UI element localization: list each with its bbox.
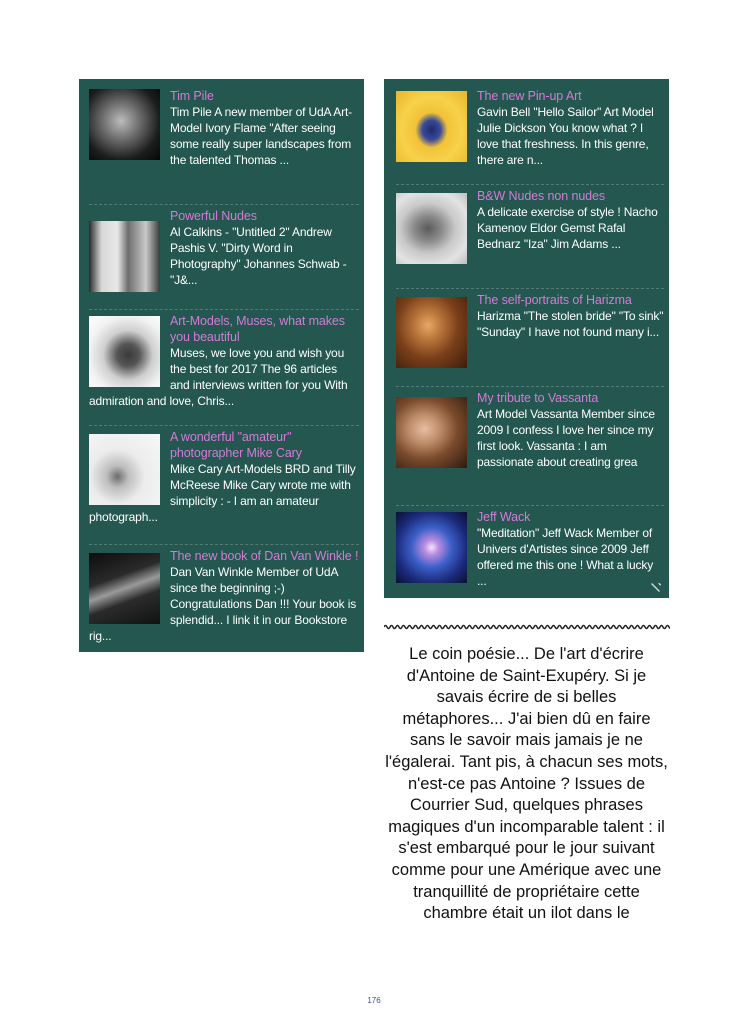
article-entry[interactable] [89,545,359,661]
article-thumbnail[interactable] [89,221,160,292]
article-excerpt: Art Model Vassanta Member since 2009 I confess I love her since my first look. Vassanta : I am passionate about creating grea [477,407,655,469]
article-entry[interactable] [89,426,359,545]
article-entry[interactable] [396,85,664,185]
poetry-corner-text: Le coin poésie... De l'art d'écrire d'Antoine de Saint-Exupéry. Si je savais écrire de si belles métaphores... J'ai bien dû en faire sans le savoir mais jamais je ne l'égalerai. Tant pis, à chacun ses mots, n'est-ce pas Antoine ? Issues de Courrier Sud, quelques phrases magiques d'un incomparable talent : il s'est embarqué pour le jour suivant comme pour une Amérique avec une tranquillité de propriétaire cette chambre était un ilot dans le [385,645,668,923]
article-excerpt: A delicate exercise of style ! Nacho Kamenov Eldor Gemst Rafal Bednarz "Iza" Jim Adams ... [477,205,658,251]
wrench-icon[interactable] [649,581,663,595]
article-excerpt: Al Calkins - "Untitled 2" Andrew Pashis V. "Dirty Word in Photography" Johannes Schwab - "J&... [170,225,347,287]
article-thumbnail[interactable] [396,397,467,468]
article-thumbnail[interactable] [89,89,160,160]
article-excerpt: Gavin Bell "Hello Sailor" Art Model Julie Dickson You know what ? I love that freshness. In this genre, there are n... [477,105,654,167]
article-entry[interactable] [396,387,664,506]
article-thumbnail[interactable] [89,434,160,505]
article-title-link[interactable]: My tribute to Vassanta [477,391,599,405]
article-excerpt: Tim Pile A new member of UdA Art-Model Ivory Flame "After seeing some really super landscapes from the talented Thomas ... [170,105,353,167]
article-entry[interactable] [89,205,359,310]
article-entry[interactable] [89,85,359,205]
article-title-link[interactable]: Art-Models, Muses, what makes you beautiful [170,314,345,344]
right-article-panel [384,79,669,598]
article-title-link[interactable]: A wonderful "amateur" photographer Mike Cary [170,430,302,460]
article-entry[interactable] [396,289,664,387]
article-excerpt: Harizma "The stolen bride" "To sink" "Sunday" I have not found many i... [477,309,664,339]
article-entry[interactable] [396,185,664,289]
article-thumbnail[interactable] [89,553,160,624]
article-title-link[interactable]: Jeff Wack [477,510,531,524]
article-thumbnail[interactable] [396,512,467,583]
article-title-link[interactable]: The new book of Dan Van Winkle ! [170,549,359,563]
article-thumbnail[interactable] [396,91,467,162]
article-title-link[interactable]: The self-portraits of Harizma [477,293,632,307]
article-entry[interactable] [89,310,359,426]
article-thumbnail[interactable] [396,297,467,368]
article-excerpt: "Meditation" Jeff Wack Member of Univers d'Artistes since 2009 Jeff offered me this one ! What a lucky ... [477,526,654,588]
page-number: 176 [367,996,381,1005]
article-excerpt: Mike Cary Art-Models BRD and Tilly McReese Mike Cary wrote me with simplicity : - I am an amateur photograph... [89,462,356,524]
article-title-link[interactable]: B&W Nudes non nudes [477,189,606,203]
article-title-link[interactable]: Powerful Nudes [170,209,257,223]
article-excerpt: Muses, we love you and wish you the best for 2017 The 96 articles and interviews written for you With admiration and love, Chris... [89,346,348,408]
article-excerpt: Dan Van Winkle Member of UdA since the beginning ;-) Congratulations Dan !!! Your book is splendid... I link it in our Bookstore rig... [89,565,357,643]
article-thumbnail[interactable] [89,316,160,387]
left-article-panel [79,79,364,652]
article-title-link[interactable]: The new Pin-up Art [477,89,582,103]
article-title-link[interactable]: Tim Pile [170,89,214,103]
article-entry[interactable] [396,506,664,603]
wavy-divider [384,620,670,634]
article-thumbnail[interactable] [396,193,467,264]
